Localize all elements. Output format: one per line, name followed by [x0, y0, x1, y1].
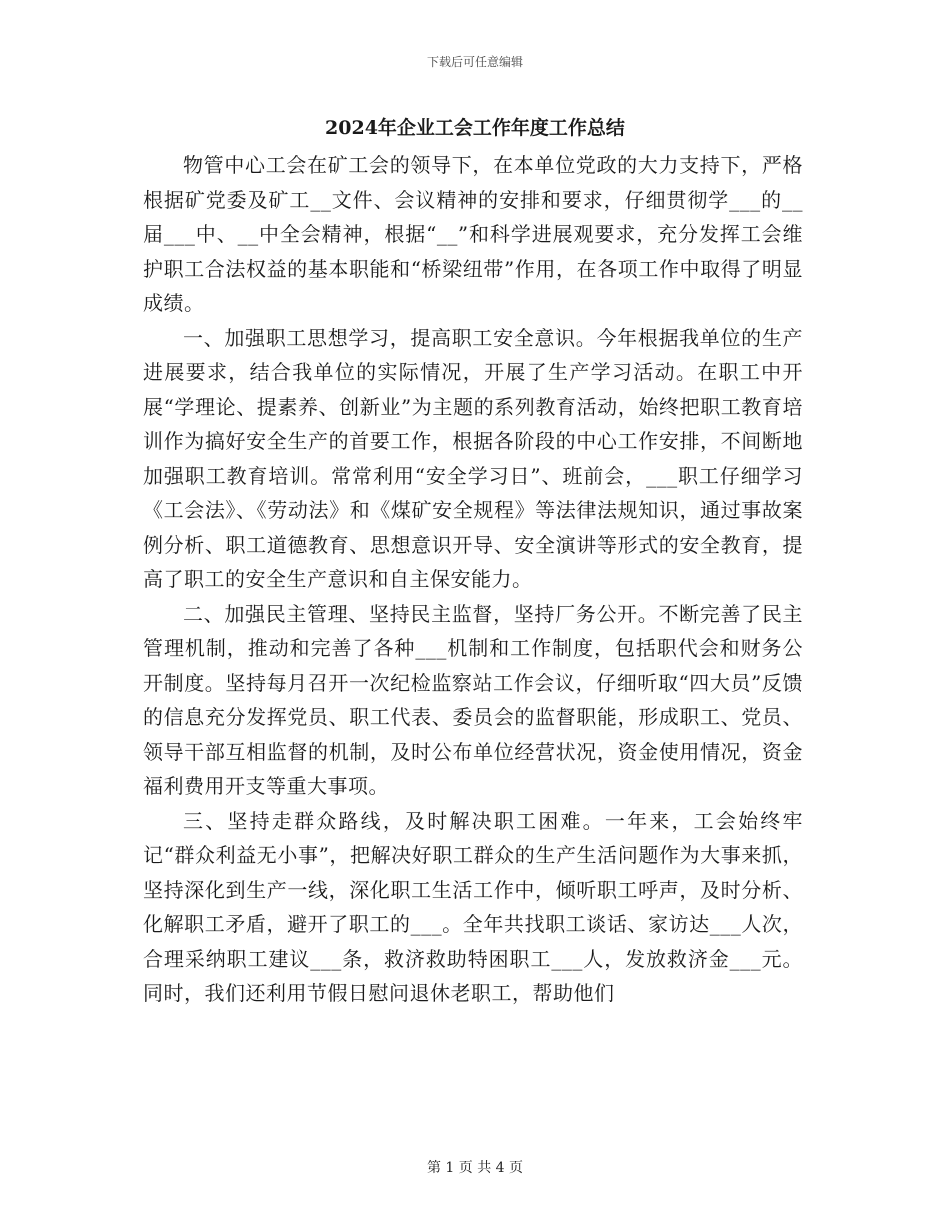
page-number: 第 1 页 共 4 页: [426, 1160, 524, 1176]
paragraph-section-1: 一、加强职工思想学习，提高职工安全意识。今年根据我单位的生产进展要求，结合我单位的实际情况，开展了生产学习活动。在职工中开展“学理论、提素养、创新业”为主题的系列教育活动，始终把职工教育培训作为搞好安全生产的首要工作，根据各阶段的中心工作安排，不间断地加强职工教育培训。常常利用“安全学习日”、班前会，___职工仔细学习《工会法》、《劳动法》和《煤矿安全规程》等法律法规知识，通过事故案例分析、职工道德教育、思想意识开导、安全演讲等形式的安全教育，提高了职工的安全生产意识和自主保安能力。: [143, 325, 803, 591]
paragraph-section-3: 三、坚持走群众路线，及时解决职工困难。一年来，工会始终牢记“群众利益无小事”，把解决好职工群众的生产生活问题作为大事来抓，坚持深化到生产一线，深化职工生活工作中，倾听职工呼声，及时分析、化解职工矛盾，避开了职工的___。全年共找职工谈话、家访达___人次，合理采纳职工建议___条，救济救助特困职工___人，发放救济金___元。同时，我们还利用节假日慰问退休老职工，帮助他们: [143, 808, 803, 1005]
document-body: [143, 148, 803, 1011]
paragraph-intro: 物管中心工会在矿工会的领导下，在本单位党政的大力支持下，严格根据矿党委及矿工__文件、会议精神的安排和要求，仔细贯彻学___的__届___中、__中全会精神，根据“__”和科学进展观要求，充分发挥工会维护职工合法权益的基本职能和“桥梁纽带”作用，在各项工作中取得了明显成绩。: [143, 153, 803, 315]
page-header-note: 下载后可任意编辑: [426, 55, 523, 69]
paragraph-section-2: 二、加强民主管理、坚持民主监督，坚持厂务公开。不断完善了民主管理机制，推动和完善了各种___机制和工作制度，包括职代会和财务公开制度。坚持每月召开一次纪检监察站工作会议，仔细听取“四大员”反馈的信息充分发挥党员、职工代表、委员会的监督职能，形成职工、党员、领导干部互相监督的机制，及时公布单位经营状况，资金使用情况，资金福利费用开支等重大事项。: [143, 601, 803, 798]
document-title: 2024年企业工会工作年度工作总结: [325, 117, 625, 139]
